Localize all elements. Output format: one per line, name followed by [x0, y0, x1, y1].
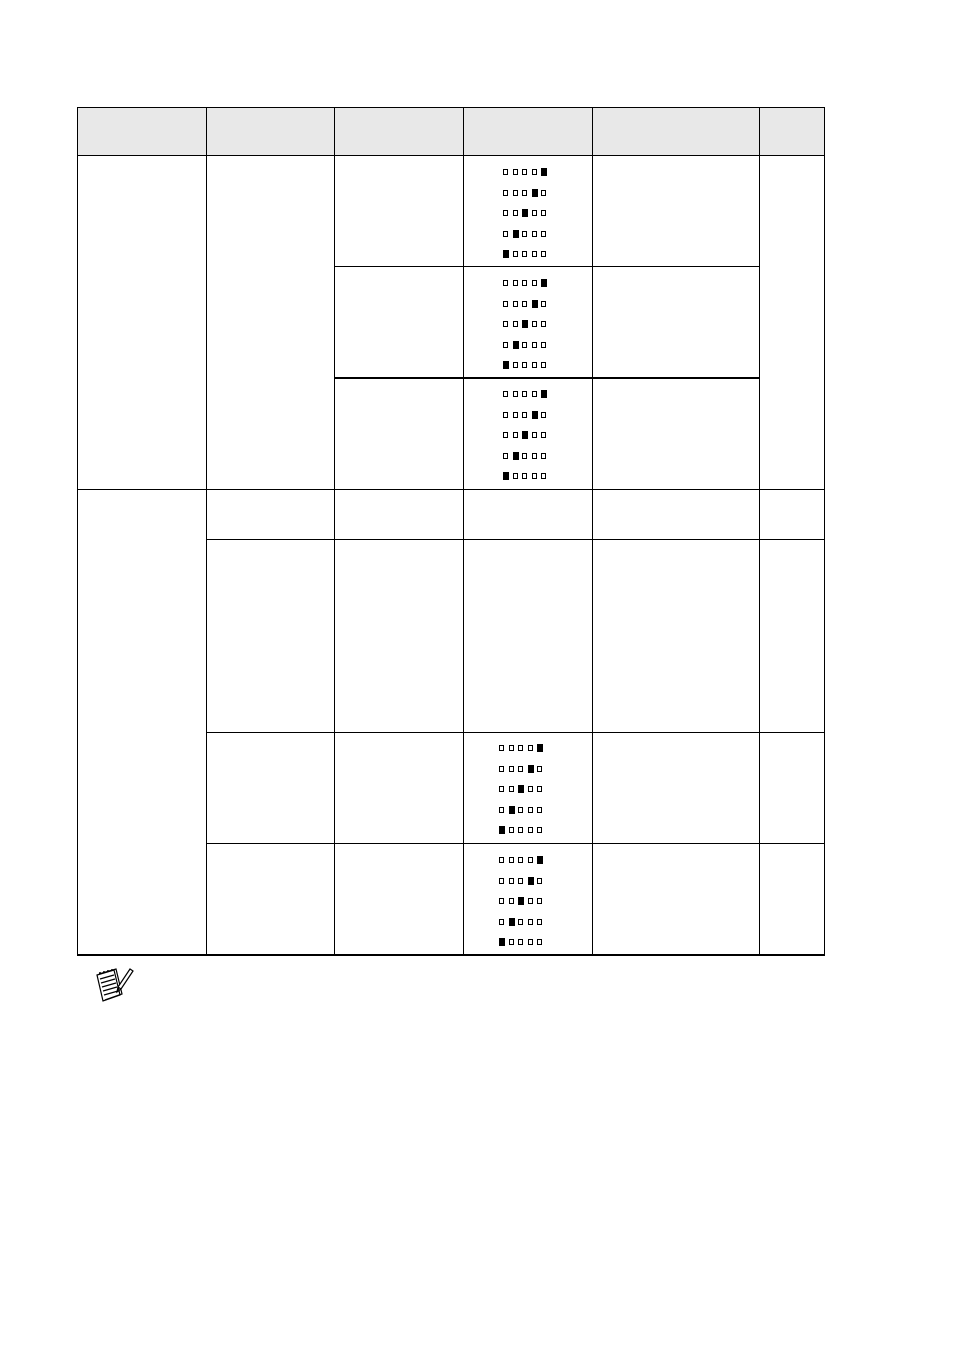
level-pip-empty	[518, 919, 523, 925]
level-pip-empty	[532, 342, 537, 348]
level-pip-empty	[513, 432, 518, 438]
level-pip-empty	[513, 321, 518, 327]
level-row	[499, 827, 545, 836]
level-pip-empty	[522, 362, 527, 368]
level-pip-empty	[509, 878, 514, 884]
level-pip-empty	[509, 898, 514, 904]
level-row	[503, 210, 549, 219]
level-pip-filled	[532, 300, 538, 308]
level-pip-empty	[503, 169, 508, 175]
level-pip-filled	[522, 431, 528, 439]
level-pip-empty	[522, 453, 527, 459]
level-pip-empty	[532, 280, 537, 286]
level-pip-empty	[537, 807, 542, 813]
level-pip-empty	[518, 745, 523, 751]
row-divider	[206, 732, 825, 733]
level-pip-filled	[518, 897, 524, 905]
level-pip-filled	[522, 320, 528, 328]
level-pip-filled	[532, 189, 538, 197]
level-pip-empty	[528, 745, 533, 751]
level-pip-empty	[522, 169, 527, 175]
level-pip-empty	[509, 857, 514, 863]
level-pip-empty	[513, 301, 518, 307]
level-row	[499, 786, 545, 795]
level-pip-empty	[522, 231, 527, 237]
level-pip-filled	[509, 918, 515, 926]
level-row	[499, 857, 545, 866]
level-pip-empty	[513, 280, 518, 286]
level-pip-empty	[503, 342, 508, 348]
level-row	[503, 321, 549, 330]
level-pip-empty	[532, 251, 537, 257]
level-row	[503, 301, 549, 310]
level-pip-empty	[532, 473, 537, 479]
level-row	[503, 280, 549, 289]
table-border-right	[824, 107, 825, 956]
level-pip-filled	[541, 390, 547, 398]
level-pip-empty	[518, 857, 523, 863]
level-row	[503, 453, 549, 462]
table-border-bottom	[77, 954, 825, 956]
level-pip-empty	[513, 210, 518, 216]
level-pip-empty	[528, 807, 533, 813]
level-row	[503, 169, 549, 178]
level-pip-empty	[541, 231, 546, 237]
level-pip-empty	[513, 473, 518, 479]
row-divider	[206, 539, 825, 540]
row-divider	[77, 489, 825, 490]
level-pip-filled	[541, 168, 547, 176]
level-pip-empty	[503, 391, 508, 397]
level-pip-empty	[537, 878, 542, 884]
table-border-top	[77, 107, 825, 108]
level-pip-empty	[503, 210, 508, 216]
level-pip-empty	[499, 766, 504, 772]
level-pip-empty	[541, 301, 546, 307]
level-pip-empty	[503, 453, 508, 459]
level-pip-empty	[522, 342, 527, 348]
level-pip-filled	[509, 806, 515, 814]
level-pip-empty	[503, 190, 508, 196]
level-pip-empty	[541, 432, 546, 438]
level-pip-empty	[503, 432, 508, 438]
column-divider	[592, 107, 593, 956]
level-pip-empty	[541, 473, 546, 479]
column-divider	[463, 107, 464, 956]
level-pip-empty	[509, 786, 514, 792]
level-row	[499, 745, 545, 754]
level-row	[499, 878, 545, 887]
level-pip-empty	[522, 391, 527, 397]
level-pip-empty	[528, 939, 533, 945]
level-row	[503, 473, 549, 482]
level-pip-filled	[537, 744, 543, 752]
level-pip-empty	[541, 190, 546, 196]
level-pip-empty	[528, 919, 533, 925]
level-pip-empty	[503, 412, 508, 418]
level-pip-empty	[537, 786, 542, 792]
level-pip-empty	[509, 745, 514, 751]
level-pip-filled	[503, 250, 509, 258]
level-pip-empty	[537, 827, 542, 833]
level-pip-filled	[503, 472, 509, 480]
header-divider	[77, 155, 825, 156]
level-pip-empty	[503, 321, 508, 327]
level-pip-empty	[518, 827, 523, 833]
level-pip-empty	[522, 301, 527, 307]
level-pip-filled	[499, 826, 505, 834]
level-pip-empty	[503, 301, 508, 307]
level-pip-empty	[522, 280, 527, 286]
level-pip-filled	[522, 209, 528, 217]
level-pip-empty	[541, 362, 546, 368]
level-pip-filled	[537, 856, 543, 864]
level-pip-empty	[528, 827, 533, 833]
level-pip-empty	[532, 231, 537, 237]
level-pip-empty	[532, 362, 537, 368]
level-pip-empty	[537, 766, 542, 772]
level-pip-empty	[522, 412, 527, 418]
level-pip-empty	[528, 786, 533, 792]
level-pip-filled	[541, 279, 547, 287]
level-pip-empty	[532, 432, 537, 438]
level-pip-filled	[513, 341, 519, 349]
level-pip-empty	[518, 766, 523, 772]
level-pip-empty	[509, 827, 514, 833]
level-row	[503, 362, 549, 371]
level-pip-empty	[522, 190, 527, 196]
level-pip-filled	[513, 452, 519, 460]
level-pip-empty	[509, 939, 514, 945]
level-pip-filled	[503, 361, 509, 369]
level-pip-empty	[541, 210, 546, 216]
level-pip-empty	[518, 878, 523, 884]
table-header-row	[78, 108, 824, 155]
level-pip-filled	[528, 877, 534, 885]
level-pip-empty	[503, 231, 508, 237]
level-row	[503, 412, 549, 421]
level-pip-empty	[499, 745, 504, 751]
level-row	[503, 391, 549, 400]
level-pip-empty	[499, 857, 504, 863]
level-scale-indicator	[499, 857, 545, 957]
level-pip-empty	[541, 321, 546, 327]
level-pip-filled	[532, 411, 538, 419]
note-pencil-icon	[94, 965, 134, 1005]
column-divider	[334, 107, 335, 956]
level-scale-indicator	[499, 745, 545, 845]
level-row	[499, 807, 545, 816]
level-pip-empty	[513, 190, 518, 196]
level-row	[499, 919, 545, 928]
level-pip-empty	[541, 342, 546, 348]
level-pip-empty	[513, 251, 518, 257]
level-pip-filled	[499, 938, 505, 946]
level-scale-indicator	[503, 280, 549, 380]
level-row	[503, 251, 549, 260]
level-pip-empty	[532, 391, 537, 397]
level-pip-empty	[522, 473, 527, 479]
level-pip-empty	[532, 321, 537, 327]
level-pip-empty	[513, 391, 518, 397]
level-row	[503, 432, 549, 441]
level-pip-empty	[518, 807, 523, 813]
level-pip-empty	[541, 251, 546, 257]
level-pip-empty	[509, 766, 514, 772]
column-divider	[759, 107, 760, 956]
level-row	[503, 190, 549, 199]
level-pip-empty	[499, 878, 504, 884]
level-row	[499, 898, 545, 907]
level-pip-empty	[532, 210, 537, 216]
table-border-left	[77, 107, 78, 956]
level-pip-empty	[537, 939, 542, 945]
level-row	[503, 231, 549, 240]
level-row	[499, 939, 545, 948]
level-pip-empty	[518, 939, 523, 945]
level-row	[499, 766, 545, 775]
column-divider	[206, 107, 207, 956]
level-scale-indicator	[503, 169, 549, 269]
level-pip-empty	[541, 453, 546, 459]
level-pip-empty	[513, 412, 518, 418]
level-pip-filled	[518, 785, 524, 793]
level-scale-indicator	[503, 391, 549, 491]
level-pip-empty	[537, 919, 542, 925]
level-pip-empty	[541, 412, 546, 418]
level-pip-empty	[532, 169, 537, 175]
level-pip-empty	[499, 807, 504, 813]
level-pip-empty	[503, 280, 508, 286]
level-pip-empty	[528, 857, 533, 863]
level-row	[503, 342, 549, 351]
level-pip-empty	[537, 898, 542, 904]
level-pip-empty	[499, 919, 504, 925]
level-pip-empty	[513, 362, 518, 368]
level-pip-empty	[499, 898, 504, 904]
level-pip-filled	[528, 765, 534, 773]
level-pip-empty	[513, 169, 518, 175]
level-pip-empty	[522, 251, 527, 257]
level-pip-empty	[499, 786, 504, 792]
level-pip-empty	[532, 453, 537, 459]
level-pip-empty	[528, 898, 533, 904]
level-pip-filled	[513, 230, 519, 238]
